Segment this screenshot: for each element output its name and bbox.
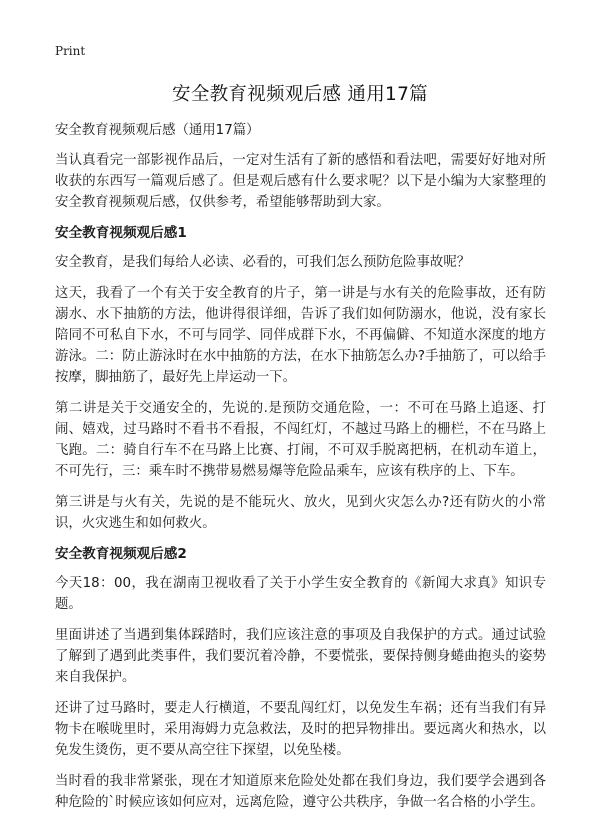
section-heading-2: 安全教育视频观后感2 — [55, 546, 187, 562]
section-1-paragraph-2: 这天，我看了一个有关于安全教育的片子，第一讲是与水有关的危险事故，还有防溺水、水下抽筋的方法，他讲得很详细，告诉了我们如何防溺水，他说，没有家长陪同不可私自下水，不可与同学、同伴成群下水，不再偏僻、不知道水深度的地方游泳。二：防止游泳时在水中抽筋的方法，在水下抽筋怎么办?手抽筋了，可以给手按摩，脚抽筋了，最好先上岸运动一下。 — [55, 286, 546, 385]
intro-paragraph: 当认真看完一部影视作品后，一定对生活有了新的感悟和看法吧，需要好好地对所收获的东西写一篇观后感了。但是观后感有什么要求呢？以下是小编为大家整理的安全教育视频观后感，仅供参考，希望能够帮助到大家。 — [55, 153, 546, 210]
section-heading-1: 安全教育视频观后感1 — [55, 225, 187, 241]
document-subtitle: 安全教育视频观后感（通用17篇） — [55, 123, 260, 138]
document-title: 安全教育视频观后感 通用17篇 — [172, 84, 428, 105]
section-1-paragraph-4: 第三讲是与火有关，先说的是不能玩火、放火，见到火灾怎么办?还有防火的小常识，火灾逃生和如何救火。 — [55, 495, 546, 531]
section-1-paragraph-1: 安全教育，是我们每给人必读、必看的，可我们怎么预防危险事故呢？ — [55, 255, 471, 270]
section-2-paragraph-4: 当时看的我非常紧张，现在才知道原来危险处处都在我们身边，我们要学会遇到各种危险的`时候应该如何应对，远离危险，遵守公共秩序，争做一名合格的小学生。 — [55, 774, 546, 810]
section-2-paragraph-3: 还讲了过马路时，要走人行横道，不要乱闯红灯，以免发生车祸；还有当我们有异物卡在喉咙里时，采用海姆力克急救法，及时的把异物排出。要远离火和热水，以免发生烫伤，更不要从高空往下探望，以免坠楼。 — [55, 701, 546, 758]
section-2-paragraph-2: 里面讲述了当遇到集体踩踏时，我们应该注意的事项及自我保护的方式。通过试验了解到了遇到此类事件，我们要沉着冷静，不要慌张，要保持侧身蜷曲抱头的姿势来自我保护。 — [55, 628, 546, 685]
section-1-paragraph-3: 第二讲是关于交通安全的，先说的.是预防交通危险，一：不可在马路上追逐、打闹、嬉戏，过马路时不看书不看报，不闯红灯，不越过马路上的栅栏，不在马路上飞跑。二：骑自行车不在马路上比赛、打闹，不可双手脱离把柄，在机动车道上，不可先行，三：乘车时不携带易燃易爆等危险品乘车，应该有秩序的上、下车。 — [55, 401, 546, 479]
section-2-paragraph-1: 今天18：00，我在湖南卫视收看了关于小学生安全教育的《新闻大求真》知识专题。 — [55, 576, 546, 612]
document-body — [55, 120, 546, 823]
print-label: Print — [55, 44, 86, 58]
